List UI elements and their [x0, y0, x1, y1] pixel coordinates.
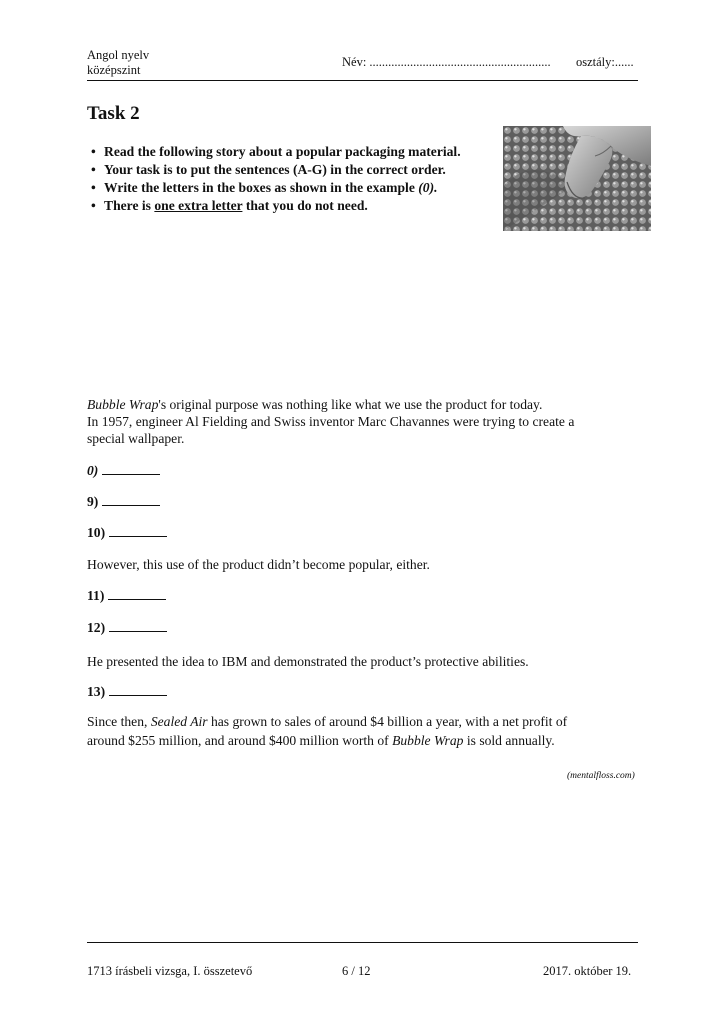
subject-line2: középszint — [87, 63, 141, 77]
answer-gap: 10) — [87, 525, 167, 541]
instruction-list — [91, 143, 461, 215]
answer-blank[interactable] — [102, 463, 160, 475]
bubble-wrap-hand-icon — [503, 126, 651, 231]
answer-gap-example: 0) — [87, 463, 160, 479]
name-field[interactable]: Név: .......................................................... — [342, 55, 551, 69]
bubble-wrap-photo — [503, 126, 651, 231]
story-middle-line2: He presented the idea to IBM and demonstrated the product’s protective abilities. — [87, 654, 529, 669]
answer-gap: 11) — [87, 588, 166, 604]
footer-page-number: 6 / 12 — [342, 964, 371, 978]
subject-label — [87, 48, 149, 78]
footer-date: 2017. október 19. — [543, 964, 632, 978]
instruction-item: • Write the letters in the boxes as shown in the example (0). — [91, 180, 438, 195]
story-intro-line1: Bubble Wrap's original purpose was nothing like what we use the product for today. — [87, 397, 543, 412]
story-intro-line3: special wallpaper. — [87, 431, 185, 446]
story-outro-line1: Since then, Sealed Air has grown to sales of around $4 billion a year, with a net profit of — [87, 714, 568, 729]
story-middle-line1: However, this use of the product didn’t become popular, either. — [87, 557, 430, 572]
extra-letter-emphasis: one extra letter — [154, 198, 243, 213]
class-field[interactable]: osztály:...... — [576, 55, 634, 69]
footer-divider — [87, 942, 638, 943]
answer-blank[interactable] — [102, 494, 160, 506]
footer-exam-code: 1713 írásbeli vizsga, I. összetevő — [87, 964, 253, 978]
answer-gap: 9) — [87, 494, 160, 510]
instruction-item: • There is one extra letter that you do not need. — [91, 198, 368, 213]
header-divider — [87, 80, 638, 81]
answer-blank[interactable] — [109, 684, 167, 696]
subject-line1: Angol nyelv — [87, 48, 150, 62]
source-citation: (mentalfloss.com) — [567, 771, 635, 781]
story-intro-line2: In 1957, engineer Al Fielding and Swiss inventor Marc Chavannes were trying to create a — [87, 414, 575, 429]
instruction-item: • Read the following story about a popular packaging material. — [91, 144, 461, 159]
answer-blank[interactable] — [109, 525, 167, 537]
answer-blank[interactable] — [108, 588, 166, 600]
answer-gap: 13) — [87, 684, 167, 700]
story-outro-line2: around $255 million, and around $400 million worth of Bubble Wrap is sold annually. — [87, 733, 555, 748]
answer-blank[interactable] — [109, 620, 167, 632]
example-reference: (0). — [418, 180, 438, 195]
task-title: Task 2 — [87, 103, 140, 124]
instruction-item: • Your task is to put the sentences (A-G) in the correct order. — [91, 162, 446, 177]
answer-gap: 12) — [87, 620, 167, 636]
